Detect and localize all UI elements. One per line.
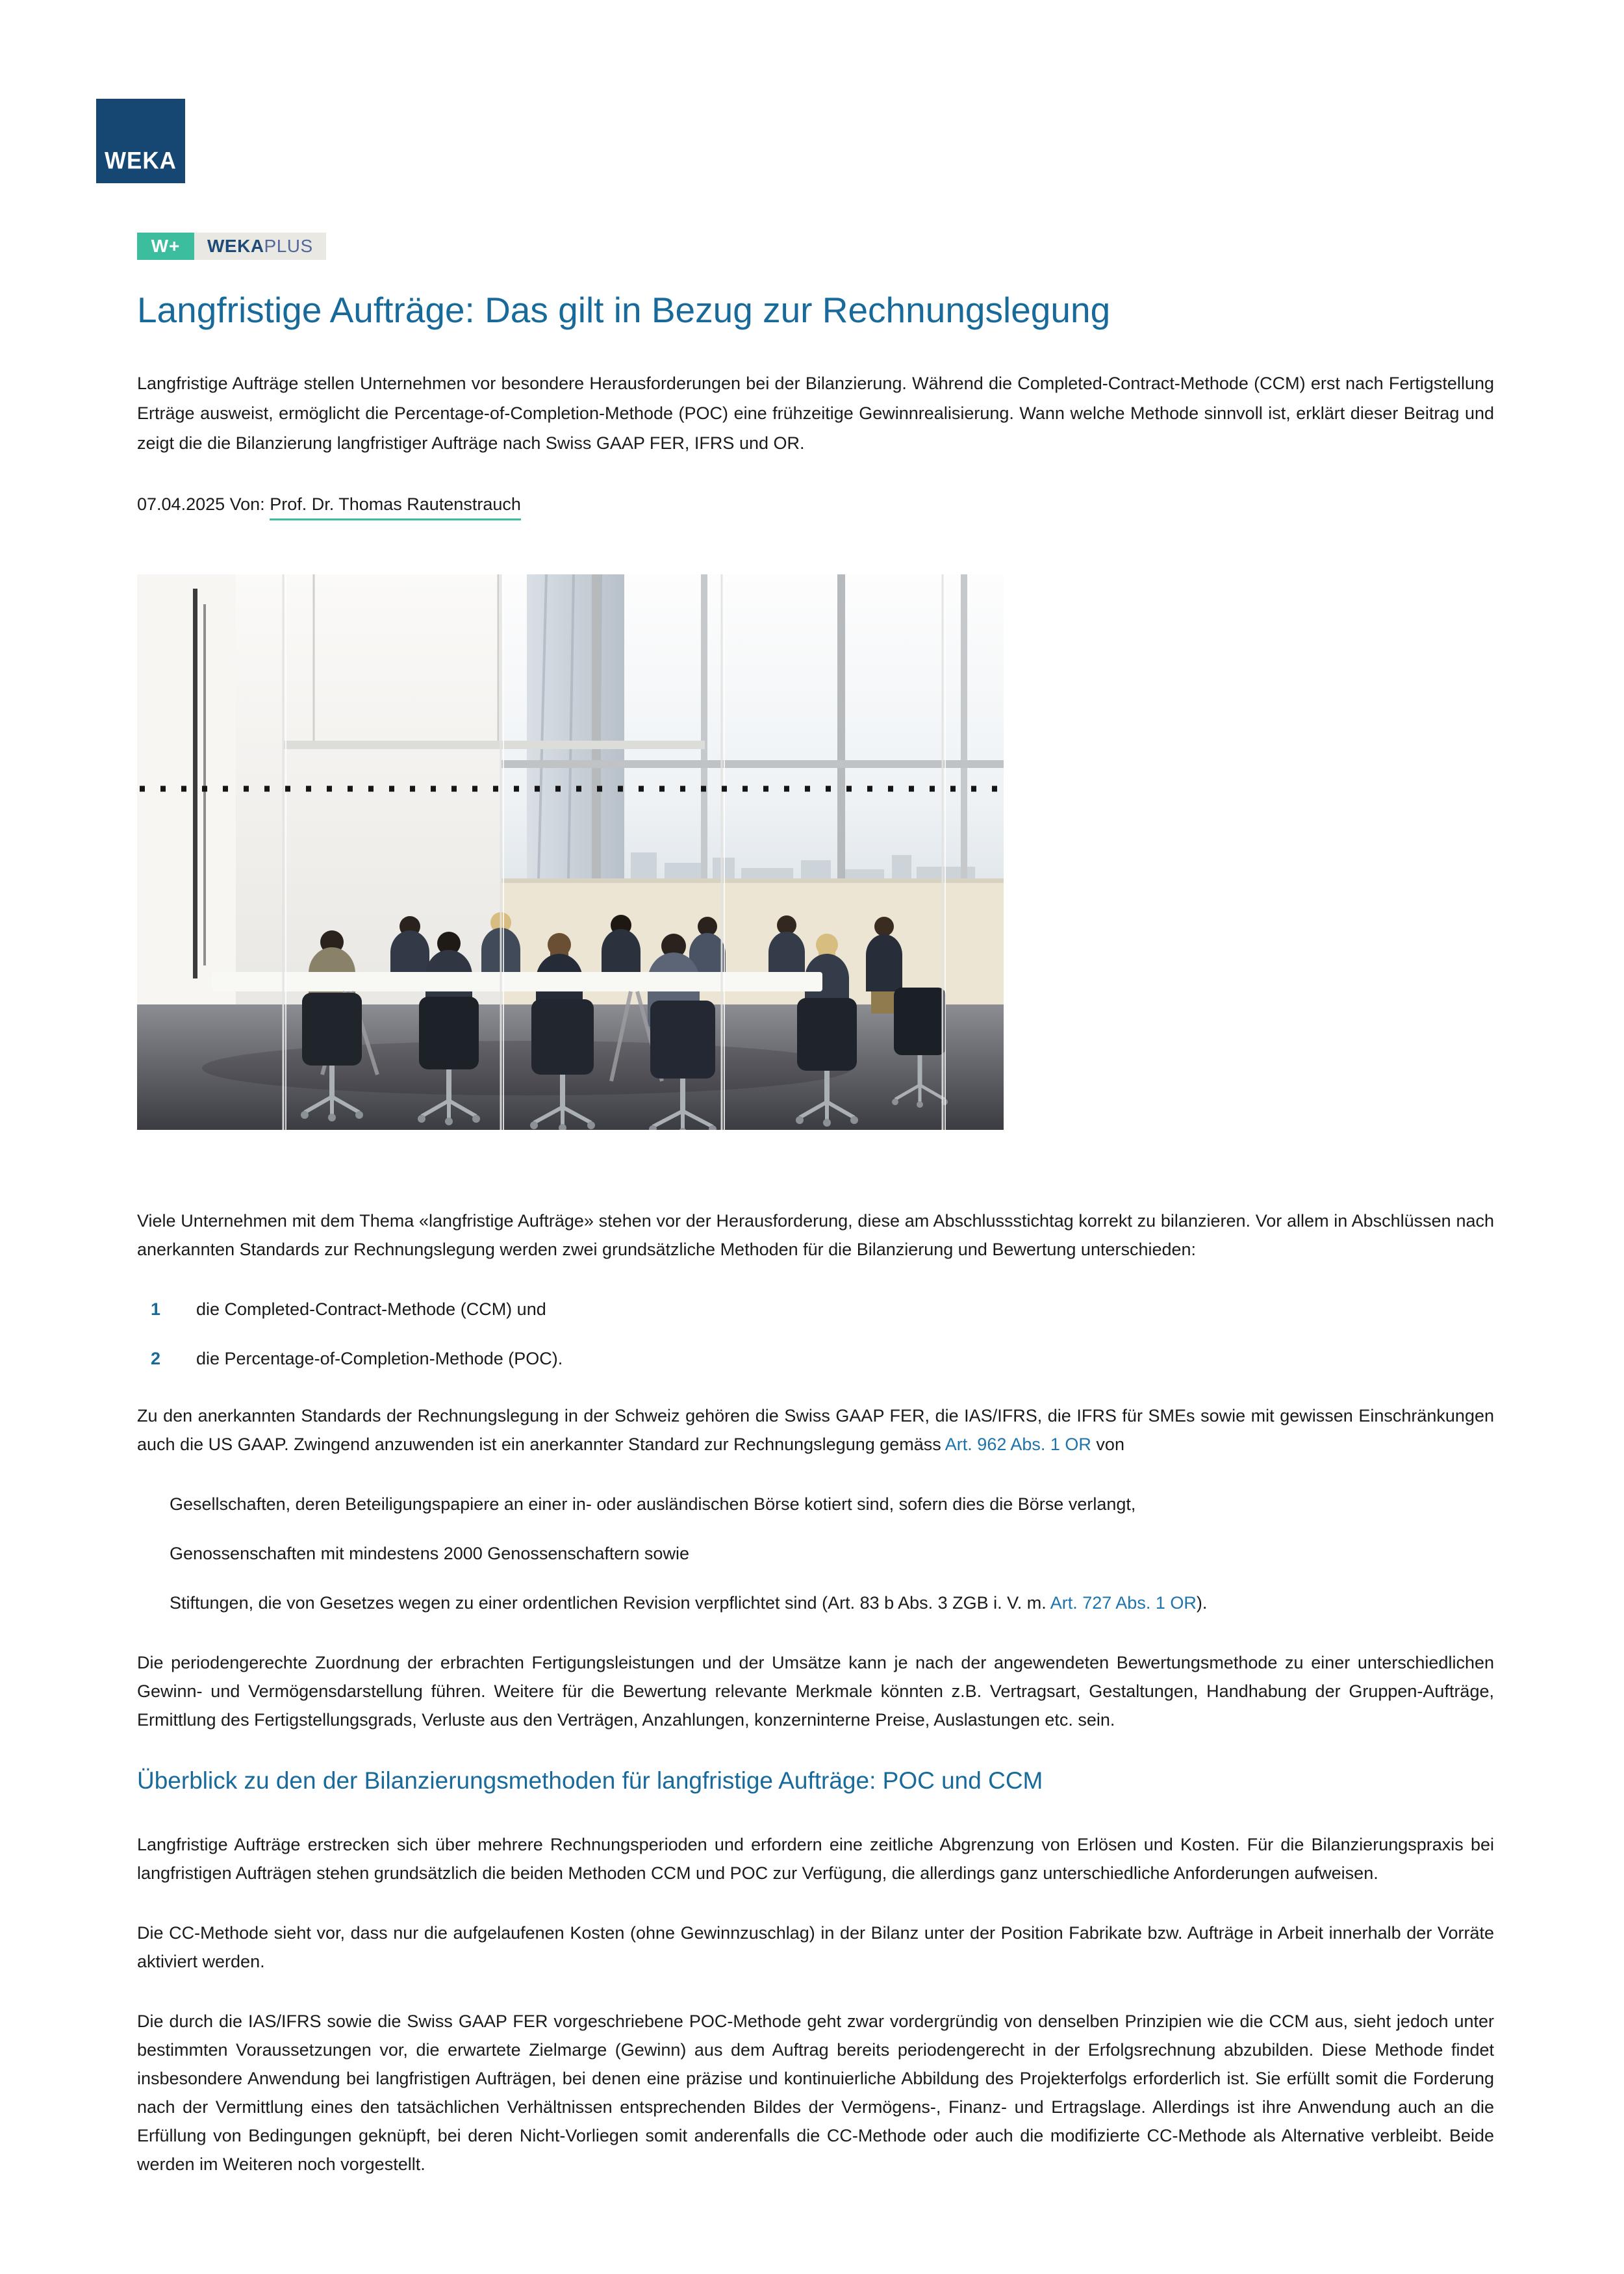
paragraph-text: von [1091, 1435, 1124, 1455]
numbered-list-item [137, 1344, 1494, 1373]
article-body [137, 1207, 1494, 2178]
article-content [137, 290, 1494, 2210]
paragraph-text: Die periodengerechte Zuordnung der erbrachten Fertigungsleistungen und der Umsätze kann je nach der angewendeten Bewertungsmethode zu einer unterschiedlichen Gewinn- und Vermögensdarstellung führen. Weitere für die Bewertung relevante Merkmale könnten z.B. Vertragsart, Gestaltungen, Handhabung der Gruppen-Aufträge, Ermittlung des Fertigstellungsgrads, Verluste aus den Verträgen, Anzahlungen, konzerninterne Preise, Auslastungen etc. sein. [137, 1653, 1494, 1730]
plain-list-item [137, 1539, 1494, 1568]
paragraph-text: ). [1196, 1593, 1208, 1613]
list-number: 2 [151, 1349, 161, 1369]
conference-room-photo-illustration [137, 574, 1004, 1130]
article-byline [137, 494, 1494, 515]
article-paragraph [137, 1207, 1494, 1264]
author-link[interactable]: Prof. Dr. Thomas Rautenstrauch [270, 494, 521, 520]
numbered-list-item [137, 1295, 1494, 1323]
weka-logo-text: WEKA [105, 147, 177, 174]
article-paragraph [137, 1401, 1494, 1459]
plain-list-item [137, 1490, 1494, 1518]
list-item-text: die Completed-Contract-Methode (CCM) und [196, 1299, 546, 1320]
legal-reference-link[interactable]: Art. 727 Abs. 1 OR [1050, 1593, 1197, 1613]
paragraph-text: Viele Unternehmen mit dem Thema «langfristige Aufträge» stehen vor der Herausforderung, diese am Abschlussstichtag korrekt zu bilanzieren. Vor allem in Abschlüssen nach anerkannten Standards zur Rechnungslegung werden zwei grundsätzliche Methoden für die Bilanzierung und Bewertung unterschieden: [137, 1211, 1494, 1260]
paragraph-text: Gesellschaften, deren Beteiligungspapiere an einer in- oder ausländischen Börse kotiert sind, sofern dies die Börse verlangt, [170, 1494, 1136, 1514]
page-title: Langfristige Aufträge: Das gilt in Bezug zur Rechnungslegung [137, 290, 1111, 330]
paragraph-text: Stiftungen, die von Gesetzes wegen zu einer ordentlichen Revision verpflichtet sind (Art. 83 b Abs. 3 ZGB i. V. m. [170, 1593, 1050, 1613]
article-paragraph [137, 2007, 1494, 2178]
list-number: 1 [151, 1299, 161, 1320]
plain-list-item [137, 1589, 1494, 1617]
article-paragraph [137, 1830, 1494, 1887]
paragraph-text: Langfristige Aufträge erstrecken sich über mehrere Rechnungsperioden und erfordern eine zeitliche Abgrenzung von Erlösen und Kosten. Für die Bilanzierungspraxis bei langfristigen Aufträgen stehen grundsätzlich die beiden Methoden CCM und POC zur Verfügung, die allerdings ganz unterschiedliche Anforderungen aufweisen. [137, 1835, 1494, 1884]
paragraph-text: Die durch die IAS/IFRS sowie die Swiss GAAP FER vorgeschriebene POC-Methode geht zwar vordergründig von denselben Prinzipien wie die CCM aus, sieht jedoch unter bestimmten Voraussetzungen vor, die erwartete Zielmarge (Gewinn) aus dem Auftrag bereits periodengerecht in der Erfolgsrechnung abzubilden. Diese Methode findet insbesondere Anwendung bei langfristigen Aufträgen, bei denen eine präzise und kontinuierliche Abbildung des Projekterfolgs erforderlich ist. Sie erfüllt somit die Forderung nach der Vermittlung eines den tatsächlichen Verhältnissen entsprechenden Bildes der Vermögens-, Finanz- und Ertragslage. Allerdings ist ihre Anwendung auch an die Erfüllung von Bedingungen geknüpft, bei deren Nicht-Vorliegen somit anderenfalls die CC-Methode oder auch die modifizierte CC-Methode als Alternative verbleibt. Beide werden im Weiteren noch vorgestellt. [137, 2012, 1494, 2175]
paragraph-text: Genossenschaften mit mindestens 2000 Genossenschaftern sowie [170, 1544, 689, 1564]
legal-reference-link[interactable]: Art. 962 Abs. 1 OR [945, 1435, 1091, 1455]
article-paragraph [137, 1919, 1494, 1976]
wekaplus-wordmark [194, 233, 326, 260]
article-intro: Langfristige Aufträge stellen Unternehmen vor besondere Herausforderungen bei der Bilanzierung. Während die Completed-Contract-Methode (CCM) erst nach Fertigstellung Erträge ausweist, ermöglicht die Percentage-of-Completion-Methode (POC) eine frühzeitige Gewinnrealisierung. Wann welche Methode sinnvoll ist, erklärt dieser Beitrag und zeigt die die Bilanzierung langfristiger Aufträge nach Swiss GAAP FER, IFRS und OR. [137, 374, 1494, 454]
article-hero-image [137, 574, 1004, 1130]
wekaplus-wordmark-bold: WEKA [207, 236, 264, 256]
paragraph-text: Zu den anerkannten Standards der Rechnungslegung in der Schweiz gehören die Swiss GAAP FER, die IAS/IFRS, die IFRS für SMEs sowie mit gewissen Einschränkungen auch die US GAAP. Zwingend anzuwenden ist ein anerkannter Standard zur Rechnungslegung gemäss [137, 1406, 1494, 1455]
list-item-text: die Percentage-of-Completion-Methode (POC). [196, 1349, 563, 1369]
wekaplus-badge [137, 233, 326, 260]
numbered-list [137, 1295, 1494, 1373]
weka-logo[interactable] [96, 99, 185, 183]
section-heading: Überblick zu den der Bilanzierungsmethoden für langfristige Aufträge: POC und CCM [137, 1767, 1043, 1795]
article-paragraph [137, 1648, 1494, 1734]
wplus-icon: W+ [137, 233, 194, 260]
paragraph-text: Die CC-Methode sieht vor, dass nur die aufgelaufenen Kosten (ohne Gewinnzuschlag) in der Bilanz unter der Position Fabrikate bzw. Aufträge in Arbeit innerhalb der Vorräte aktiviert werden. [137, 1923, 1494, 1972]
plain-list [137, 1490, 1494, 1617]
publish-date: 07.04.2025 Von: [137, 494, 270, 515]
wekaplus-wordmark-light: PLUS [264, 236, 313, 256]
